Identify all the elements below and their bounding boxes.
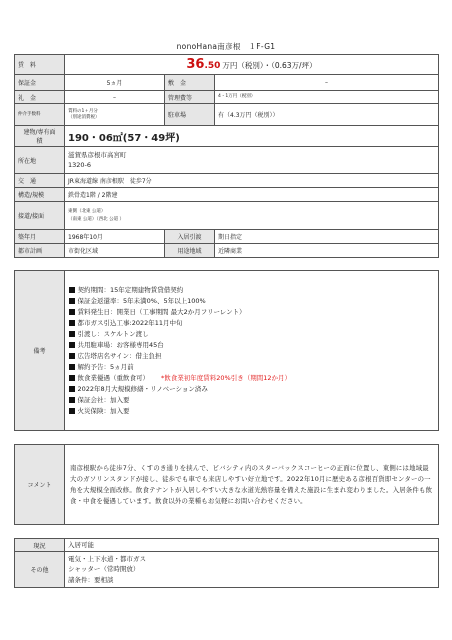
- built-row: [15, 230, 439, 244]
- remarks-label: 備考: [15, 271, 65, 431]
- rent-value: [65, 55, 439, 75]
- shikikin-value: –: [215, 75, 439, 91]
- brokerage-line2: （別途消費税）: [68, 114, 100, 120]
- move-in-label: 入居引渡: [165, 230, 215, 244]
- other-value: [65, 552, 439, 588]
- bullet-square-icon: [69, 364, 75, 370]
- road-label: 接道/接面: [15, 202, 65, 230]
- bullet-square-icon: [69, 287, 75, 293]
- other-line: 電気・上下水道・都市ガス: [68, 554, 146, 563]
- bullet-square-icon: [69, 375, 75, 381]
- deposit-value: 5ヵ月: [65, 75, 165, 91]
- bullet-square-icon: [69, 309, 75, 315]
- reikin-row: [15, 91, 439, 104]
- location-value: [65, 147, 439, 174]
- management-fee-label: 管理費等: [165, 91, 215, 104]
- area-row: [15, 126, 439, 147]
- special-offer-note: *飲食業初年度賃料20%引き（期間12か月）: [161, 373, 291, 382]
- zoning-label: 用途地域: [165, 244, 215, 258]
- page-title: nonoHana南彦根 １F-G1: [176, 42, 276, 51]
- bullet-square-icon: [69, 408, 75, 414]
- list-item: 飲食業優遇（重飲食可） *飲食業初年度賃料20%引き（期間12か月）: [69, 373, 434, 384]
- planning-value: 市街化区域: [65, 244, 165, 258]
- remarks-table: [14, 270, 439, 431]
- brokerage-row: [15, 104, 439, 126]
- road-line2: （南東 公道）（西北 公道 ）: [68, 217, 125, 222]
- structure-label: 構造/規模: [15, 188, 65, 202]
- rent-unit: 万円（税別）・（0.63万/坪）: [222, 61, 317, 70]
- management-fee-value: 4・1万円（税別）: [215, 91, 439, 104]
- bullet-square-icon: [69, 320, 75, 326]
- transport-row: [15, 174, 439, 188]
- road-line1: 東側（北東 公道）: [68, 208, 106, 214]
- bullet-square-icon: [69, 386, 75, 392]
- move-in-value: 期日指定: [215, 230, 439, 244]
- brokerage-line1: 賃料の1ヶ月分: [68, 109, 98, 114]
- road-value: [65, 202, 439, 230]
- status-label: 現況: [15, 539, 65, 552]
- status-value: 入居可能: [65, 539, 439, 552]
- parking-label: 駐車場: [165, 104, 215, 126]
- planning-row: [15, 244, 439, 258]
- rent-integer: 36: [186, 57, 205, 72]
- list-item: 賃料発生日：開業日（工事期間 最大2か月フリーレント）: [69, 307, 434, 318]
- remarks-list: [65, 271, 439, 431]
- location-line1: 滋賀県彦根市高宮町: [68, 150, 127, 159]
- property-summary-table: [14, 54, 439, 258]
- bullet-square-icon: [69, 298, 75, 304]
- bullet-square-icon: [69, 397, 75, 403]
- comment-table: [14, 444, 439, 525]
- structure-row: [15, 188, 439, 202]
- status-table: [14, 538, 439, 588]
- bullet-square-icon: [69, 342, 75, 348]
- list-item: 火災保険：加入要: [69, 406, 434, 417]
- comment-label: コメント: [15, 445, 65, 525]
- list-item: 都市ガス引込工事:2022年11月中旬: [69, 318, 434, 329]
- reikin-label: 礼 金: [15, 91, 65, 104]
- area-label: [15, 126, 65, 147]
- other-line: 諸条件：要相談: [68, 575, 114, 584]
- reikin-value: –: [65, 91, 165, 104]
- location-row: [15, 147, 439, 174]
- deposit-label: 保証金: [15, 75, 65, 91]
- structure-value: 鉄骨造1階 / 2階建: [65, 188, 439, 202]
- list-item: 広告塔店名サイン：借主負担: [69, 351, 434, 362]
- bullet-square-icon: [69, 331, 75, 337]
- area-value: 190・06㎡(57・49坪): [65, 126, 439, 147]
- rent-row: [15, 55, 439, 75]
- rent-label: 賃 料: [15, 55, 65, 75]
- location-line2: 1320-6: [68, 161, 92, 169]
- bullet-square-icon: [69, 353, 75, 359]
- location-label: 所在地: [15, 147, 65, 174]
- built-value: 1968年10月: [65, 230, 165, 244]
- area-label-line1: 建物/専有面: [23, 129, 56, 136]
- list-item: 保証金返還率：5年未満0%、5年以上100%: [69, 296, 434, 307]
- road-row: [15, 202, 439, 230]
- other-label: その他: [15, 552, 65, 588]
- list-item: 解約予告：5ヵ月前: [69, 362, 434, 373]
- list-item: 共用駐車場：お客様専用45台: [69, 340, 434, 351]
- transport-value: JR東海道線 南彦根駅 徒歩7分: [65, 174, 439, 188]
- list-item: 2022年8月大規模修繕・リノベーション済み: [69, 384, 434, 395]
- list-item: 引渡し：スケルトン渡し: [69, 329, 434, 340]
- transport-label: 交 通: [15, 174, 65, 188]
- brokerage-value: [65, 104, 165, 126]
- brokerage-label: 仲介手数料: [15, 104, 65, 126]
- shikikin-label: 敷 金: [165, 75, 215, 91]
- list-item: 保証会社：加入要: [69, 395, 434, 406]
- built-label: 築年月: [15, 230, 65, 244]
- rent-fraction: .50: [204, 61, 221, 71]
- area-label-line2: 積: [36, 138, 43, 145]
- other-line: シャッター（常時開放）: [68, 565, 140, 574]
- planning-label: 都市計画: [15, 244, 65, 258]
- comment-text: 南彦根駅から徒歩7分、くすのき通りを挟んで、ビバシティ内のスターバックスコーヒーの正面に位置し、東側には地域最大のガソリンスタンドが接し、徒歩でも車でも来店しやすい好立地です。2022年10月に歴史ある彦根百貨即センターの一角を大規模全面改修。飲食テナントが入居しやすい大きな水道光熱容量を備えた施設に生まれ変わりました。入居条件も飲食・中食を優遇しています。飲食以外の業種もお気軽にお問い合わせください。: [65, 445, 439, 525]
- parking-value: 有（4.3万円（税別））: [215, 104, 439, 126]
- deposit-row: [15, 75, 439, 91]
- list-item: 契約期間：15年定期建物賃貸借契約: [69, 285, 434, 296]
- zoning-value: 近隣商業: [215, 244, 439, 258]
